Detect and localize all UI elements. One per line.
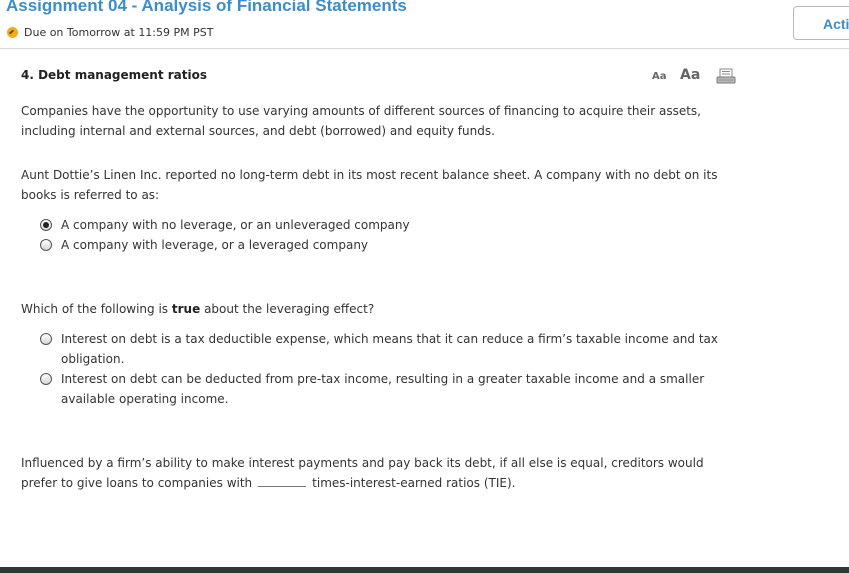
q1-option-leveraged[interactable] xyxy=(40,235,740,255)
due-date-text: Due on Tomorrow at 11:59 PM PST xyxy=(24,25,214,39)
question-title: 4. Debt management ratios xyxy=(21,68,208,82)
option-label: A company with leverage, or a leveraged company xyxy=(61,238,369,252)
question-3-before: Influenced by a firm’s ability to make interest payments and pay back its debt, if all else is equal, creditors would prefer to give loans to companies with xyxy=(21,456,704,490)
radio-button[interactable] xyxy=(40,239,52,251)
clock-icon xyxy=(7,27,18,38)
question-3-after: times-interest-earned ratios (TIE). xyxy=(312,476,516,490)
radio-button-selected[interactable] xyxy=(40,219,52,231)
radio-button[interactable] xyxy=(40,373,52,385)
bottom-bar xyxy=(0,567,849,573)
question-1-text: Aunt Dottie’s Linen Inc. reported no long-term debt in its most recent balance sheet. A company with no debt on its books is referred to as: xyxy=(21,168,718,202)
intro-paragraph: Companies have the opportunity to use varying amounts of different sources of financing to acquire their assets, including internal and external sources, and debt (borrowed) and equity funds. xyxy=(21,104,701,138)
font-size-large-button[interactable]: Aa xyxy=(680,67,701,83)
actions-button[interactable]: Acti xyxy=(793,6,849,40)
question-3-text xyxy=(21,453,736,493)
question-2-suffix: about the leveraging effect? xyxy=(204,302,375,316)
option-label: Interest on debt can be deducted from pre-tax income, resulting in a greater taxable income and a smaller available operating income. xyxy=(61,372,705,406)
assignment-header xyxy=(0,0,849,49)
question-2-text xyxy=(21,299,736,319)
q2-option-tax-deductible[interactable] xyxy=(40,329,740,369)
q1-option-unleveraged[interactable] xyxy=(40,215,740,235)
radio-button[interactable] xyxy=(40,333,52,345)
print-icon[interactable] xyxy=(716,68,736,85)
due-date-row xyxy=(7,24,213,40)
question-2-prefix: Which of the following is xyxy=(21,302,169,316)
q2-option-pretax-deduction[interactable] xyxy=(40,369,740,409)
option-label: A company with no leverage, or an unleveraged company xyxy=(61,218,410,232)
assignment-title[interactable]: Assignment 04 - Analysis of Financial Statements xyxy=(6,0,407,15)
answer-blank-dropdown[interactable] xyxy=(258,474,306,487)
font-size-small-button[interactable]: Aa xyxy=(652,71,667,82)
question-2-emphasis: true xyxy=(171,302,201,316)
option-label: Interest on debt is a tax deductible expense, which means that it can reduce a firm’s taxable income and tax obligation. xyxy=(61,332,718,366)
